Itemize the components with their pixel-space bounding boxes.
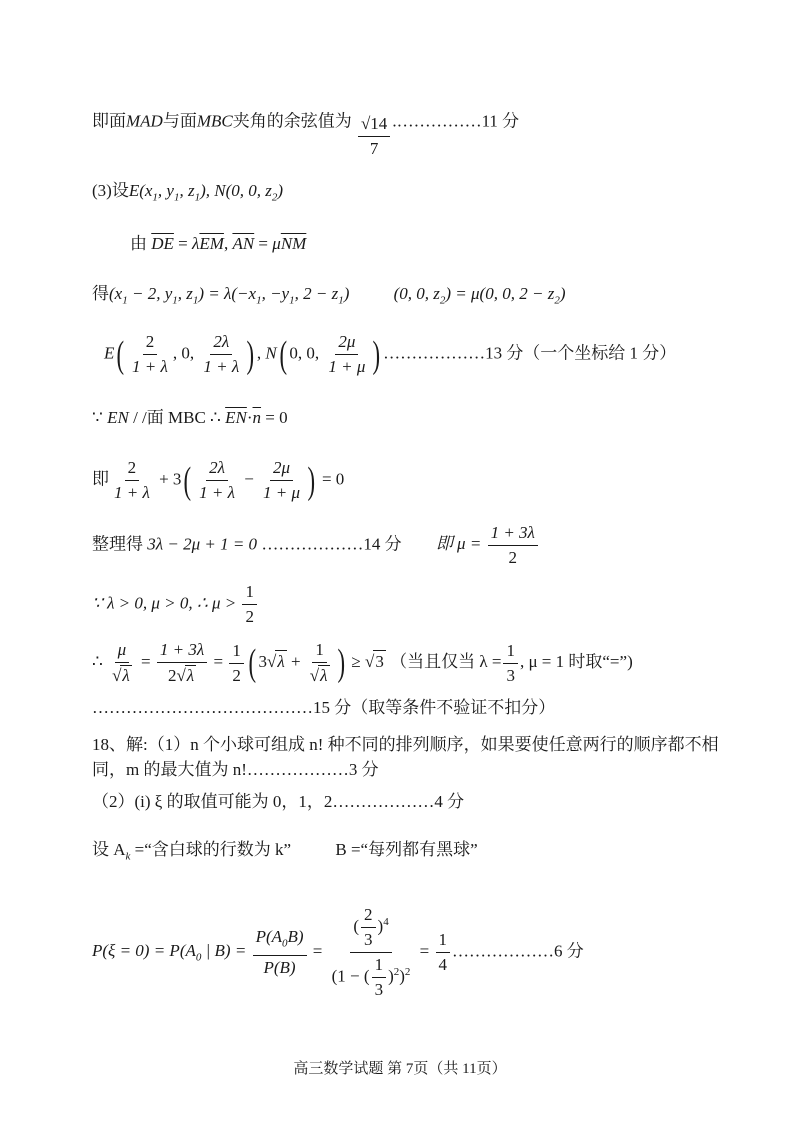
bigp: ) <box>307 459 316 502</box>
text: 18、解:（1）n 个小球可组成 n! 种不同的排列顺序，如果要使任意两行的顺序都不相 <box>92 735 719 754</box>
ital: k <box>125 850 131 863</box>
num: 1 <box>503 641 518 664</box>
sqrt: λ <box>320 666 328 685</box>
bigp: ( <box>183 459 192 502</box>
num: ( $\frac{2}{3}$ )$^4$ <box>350 905 391 953</box>
num: 1 + 3λ <box>488 523 538 546</box>
bigp: ) <box>337 642 345 684</box>
bigp: ( <box>116 333 125 376</box>
line-q18-part2 <box>92 791 464 813</box>
text: 与面 <box>162 111 197 131</box>
text: 由 <box>130 234 147 253</box>
line-set-e-n <box>92 180 283 208</box>
line-coordinates <box>92 283 565 311</box>
den: 2 <box>245 607 254 626</box>
cosine-fraction <box>358 114 390 159</box>
plane-mad: MAD <box>126 111 163 131</box>
text: 即面 <box>92 111 126 131</box>
num: 1 <box>436 930 451 953</box>
ital: 即 μ = <box>435 534 482 554</box>
text: , μ = 1 时取“=”) <box>519 651 633 671</box>
num: 2 <box>361 905 376 928</box>
frac <box>157 640 207 686</box>
text: ………………6 分 <box>452 941 584 961</box>
frac <box>503 641 518 686</box>
den: 2 <box>232 665 241 685</box>
eq-coords-2: (0, 0, $z_2) = \mu(0$, 0, $2 - z_2$) <box>393 284 566 307</box>
line-score-15 <box>92 697 555 719</box>
line-simplify <box>92 523 540 568</box>
line-q18-probability: $P(\xi = 0) = P(A_0$ | B) = $\frac{P(A_0B)}{P(B)}$ = ( $\frac{2}{3}$ )$^4$ (1 − ( $\frac{1}{3}$ )$^2$)$^2$ = $\frac{1}{4}$ ………………6 分 <box>92 905 584 999</box>
den: 3 <box>506 665 515 685</box>
text: ∵ <box>92 408 103 427</box>
den: 1 + λ <box>203 357 240 376</box>
den: 1 + λ <box>199 483 235 502</box>
line-cosine <box>92 100 520 158</box>
vec-an: $\overline{AN}$ <box>232 234 255 253</box>
plane-mbc: MBC <box>196 111 233 131</box>
text: N <box>265 343 277 363</box>
num: μ <box>115 640 130 663</box>
text: 整理得 <box>92 534 143 554</box>
ital: $\overline{n}$ <box>252 408 262 427</box>
den: P(B) <box>263 958 296 978</box>
den: √λ <box>309 666 328 685</box>
bigp: ) <box>246 333 255 376</box>
line-inequality: ∴ $\frac{\mu}{√\lambda}$ = $\frac{1 + 3\lambda}{2√\lambda}$ = $\frac{1}{2}$ ( 3√λ + $\frac{1}{√\lambda}$ ) ≥ √3 （当且仅当 λ = $\frac{1}{3}$ , μ = 1 时取“=”) <box>92 640 633 685</box>
num: 1 <box>312 640 327 663</box>
line-vectors: 由 $\overline{DE} = \lambda\overline{EM}$, $\overline{AN} = \mu\overline{NM}$ <box>130 234 307 253</box>
frac <box>488 523 538 568</box>
vec-nm: $\overline{NM}$ <box>280 234 307 253</box>
num: $P(A_0B)$ <box>253 927 307 956</box>
text: B =“每列都有黑球” <box>335 840 478 859</box>
eq-set: $E(x_1$, $y_1$, $z_1$), N(0, 0, $z_2$) <box>128 181 284 204</box>
text: (3)设 <box>92 181 129 200</box>
frac <box>111 458 153 503</box>
text: 同，m 的最大值为 n!………………3 分 <box>92 760 379 779</box>
bigp: ) <box>372 333 381 376</box>
page-footer: 高三数学试题 第 7页（共 11页） <box>293 1061 507 1077</box>
text: .……………11 分 <box>392 111 520 131</box>
text: （当且仅当 λ = <box>390 651 502 671</box>
ital: 3λ − 2μ + 1 = 0 <box>147 534 258 554</box>
text: EN <box>107 408 129 427</box>
num: √14 <box>358 114 390 137</box>
line-condition <box>92 582 259 627</box>
frac <box>229 641 244 686</box>
vec-em: $\overline{EM}$ <box>199 234 224 253</box>
text: = 0 <box>261 408 288 427</box>
text: …………………………………15 分（取等条件不验证不扣分） <box>92 698 556 717</box>
den: (1 − ( $\frac{1}{3}$ )$^2$)$^2$ <box>331 955 411 999</box>
text: =“含白球的行数为 k” <box>130 840 292 859</box>
den: 2√λ <box>167 666 195 685</box>
eq-coords: ($x_1 - 2$, $y_1$, $z_1) = \lambda(-x_1$, $-y_1$, $2 - z_1$) <box>109 284 350 307</box>
num: 2λ <box>210 332 232 355</box>
sqrt: λ <box>186 666 195 685</box>
frac <box>253 927 307 978</box>
frac <box>196 458 238 503</box>
den: 7 <box>369 139 379 158</box>
ov: $\overline{EN}$ <box>225 408 247 427</box>
ital: ∵ λ > 0, μ > 0, ∴ μ > <box>92 593 237 613</box>
line-q18-part1 <box>92 734 719 756</box>
num: 2μ <box>270 458 293 481</box>
den: 3 <box>374 980 384 999</box>
line-parallel <box>92 407 288 429</box>
den: 3 <box>364 930 373 949</box>
frac <box>242 582 257 627</box>
frac <box>325 332 368 377</box>
text: E <box>104 343 115 363</box>
frac <box>372 955 387 1000</box>
frac <box>260 458 303 503</box>
sqrt: 3 <box>375 651 384 671</box>
line-equation: 即 $\frac{2}{1 + \lambda}$ + 3( $\frac{2\lambda}{1 + \lambda}$ − $\frac{2\mu}{1 + \mu}$ ) = 0 <box>92 458 345 502</box>
den: 1 + λ <box>132 357 168 376</box>
den: √λ <box>112 666 130 685</box>
frac <box>361 905 376 950</box>
text: 设 A <box>92 840 126 859</box>
text: $P(\xi = 0) = P(A_0$ | B) = <box>92 941 247 964</box>
num: 1 <box>229 641 244 664</box>
text: ………………14 分 <box>257 534 402 554</box>
num: 2μ <box>335 332 358 355</box>
frac <box>129 332 171 377</box>
sqrt: λ <box>277 651 285 671</box>
text: ………………13 分（一个坐标给 1 分） <box>383 343 677 363</box>
line-e-n-result: E( $\frac{2}{1 + \lambda}$ , 0, $\frac{2\lambda}{1 + \lambda}$ ) , N( 0, 0, $\frac{2\mu}{1 + \mu}$ ) ………………13 分（一个坐标给 1 分） <box>104 332 677 376</box>
den: 1 + μ <box>263 483 301 502</box>
bigp: ( <box>279 333 287 376</box>
frac <box>329 905 414 1000</box>
num: 2λ <box>206 458 228 481</box>
num: 1 <box>242 582 257 605</box>
frac <box>436 930 451 975</box>
num: 1 <box>372 955 387 978</box>
sqrt: λ <box>122 666 130 685</box>
den: 4 <box>438 955 447 974</box>
num: 1 + 3λ <box>157 640 207 663</box>
text: / /面 MBC ∴ <box>128 408 221 427</box>
den: 1 + λ <box>114 483 150 502</box>
text: 夹角的余弦值为 <box>232 111 352 131</box>
line-q18-part1b <box>92 759 379 781</box>
bigp: ( <box>248 642 256 684</box>
line-q18-define <box>92 839 478 867</box>
vec-de: $\overline{DE}$ <box>151 234 174 253</box>
num: 2 <box>143 332 158 355</box>
den: 1 + μ <box>328 357 366 376</box>
text: 即 <box>92 469 109 489</box>
num: 2 <box>125 458 140 481</box>
frac <box>200 332 242 377</box>
text: · <box>246 408 253 427</box>
text: 得 <box>92 284 109 303</box>
den: 2 <box>508 548 517 567</box>
frac <box>307 640 333 686</box>
text: （2）(i) ξ 的取值可能为 0，1，2………………4 分 <box>92 792 465 811</box>
frac <box>109 640 135 686</box>
